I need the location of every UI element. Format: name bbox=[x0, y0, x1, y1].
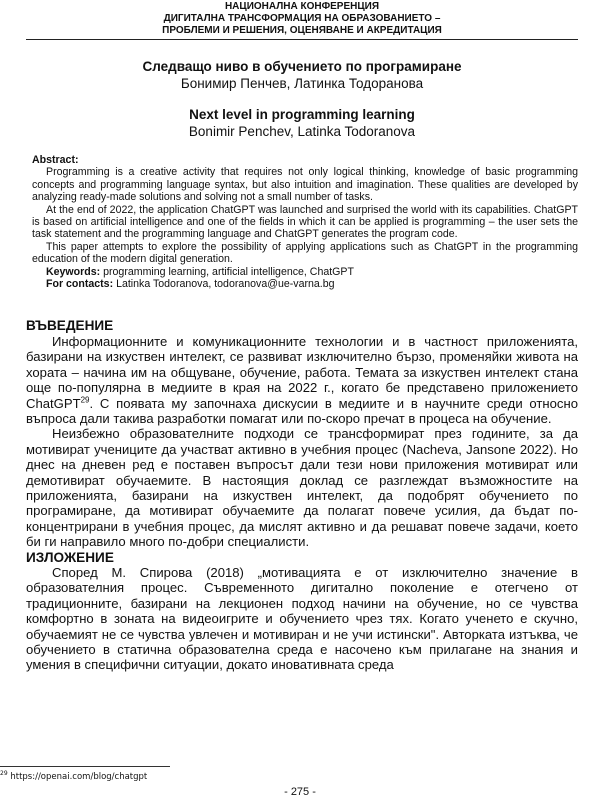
keywords-line bbox=[32, 266, 578, 278]
keywords-text: programming learning, artificial intelligence, ChatGPT bbox=[103, 265, 354, 278]
authors-en: Bonimir Penchev, Latinka Todoranova bbox=[188, 124, 416, 139]
authors-bg: Бонимир Пенчев, Латинка Тодоранова bbox=[180, 76, 424, 91]
title-block bbox=[26, 58, 578, 140]
footnote-divider bbox=[0, 766, 170, 767]
header-line-1: НАЦИОНАЛНА КОНФЕРЕНЦИЯ bbox=[224, 1, 380, 12]
conference-header bbox=[26, 0, 578, 37]
header-line-2: ДИГИТАЛНА ТРАНСФОРМАЦИЯ НА ОБРАЗОВАНИЕТО – bbox=[163, 13, 441, 24]
page-number: - 275 - bbox=[284, 786, 316, 798]
abstract-paragraph-3: This paper attempts to explore the possibility of applying applications such as ChatGPT in the programming education of the modern digital generation. bbox=[32, 240, 578, 266]
footnote-ref: 29 bbox=[80, 395, 90, 405]
abstract-heading: Abstract: bbox=[32, 154, 79, 166]
contacts-text: Latinka Todoranova, todoranova@ue-varna.bg bbox=[116, 278, 335, 291]
footnote-number: 29 bbox=[0, 770, 8, 777]
intro-paragraph-1-rest: . С появата му започнаха дискусии в медиите и в научните среди относно въпроса дали такива разработки помагат или по-скоро пречат в процеса на обучение. bbox=[26, 395, 578, 426]
section-heading-intro: ВЪВЕДЕНИЕ bbox=[26, 318, 114, 334]
intro-paragraph-2: Неизбежно образователните подходи се трансформират през годините, за да мотивират учениците да участват активно в учебния процес (Nacheva, Jansone 2022). Но днес на дневен ред е поставен въпросът дали тези нови приложения мотивират или демотивират обучаемите. В настоящия доклад се разглеждат възможностите на приложенията, базирани на изкуствен интелект, да подобрят обучението по програмиране, да мотивират обучаемите да полагат повече усилия, да бъдат по-концентрирани в учебния процес, да мислят активно и да решават повече задачи, което би ги направило много по-добри специалисти. bbox=[26, 426, 578, 550]
footnote bbox=[0, 770, 147, 782]
body-paragraph-1: Според М. Спирова (2018) „мотивацията е от изключително значение в образователния процес. Съвременното дигитално поколение е отегчено от традиционните, базирани на лекционен подход начини на обучение, но се чувства комфортно в зоната на видеоигрите и обучението чрез тях. Когато ученето е скучно, обучаемият не се чувства увлечен и мотивиран и не учи истински". Авторката изтъква, че обучението в статична образователна среда е насочено към прилагане на знания и умения в специфични ситуации, докато иновативната среда bbox=[26, 564, 578, 673]
footnote-link: https://openai.com/blog/chatgpt bbox=[10, 771, 148, 782]
abstract-block bbox=[26, 154, 578, 290]
contacts-line bbox=[32, 278, 578, 290]
header-line-3: ПРОБЛЕМИ И РЕШЕНИЯ, ОЦЕНЯВАНЕ И АКРЕДИТАЦИЯ bbox=[162, 25, 442, 36]
section-heading-body: ИЗЛОЖЕНИЕ bbox=[26, 549, 114, 565]
paper-title-bg: Следващо ниво в обучението по програмиране bbox=[142, 59, 462, 74]
body-text bbox=[26, 318, 578, 672]
intro-paragraph-1-text: Информационните и комуникационните технологии и в частност приложенията, базирани на изкуствен интелект, се развиват изключително бързо, променяйки живота на хората – начина им на общуване, обучение, работа. Темата за изкуствен интелект стана още по-популярна в медиите в края на 2022 г., когато бе представено приложението ChatGPT bbox=[26, 333, 578, 411]
paper-title-en: Next level in programming learning bbox=[189, 107, 415, 122]
contacts-label: For contacts: bbox=[46, 278, 114, 291]
abstract-paragraph-2: At the end of 2022, the application ChatGPT was launched and surprised the world with its capabilities. ChatGPT is based on artificial intelligence and one of the fields in which it can be applied is programming – the user sets the task statement and the programming language and ChatGPT generates the program code. bbox=[32, 203, 578, 241]
abstract-paragraph-1: Programming is a creative activity that requires not only logical thinking, knowledge of basic programming concepts and programming language syntax, but also intuition and imagination. These qualities are developed by analyzing ready-made solutions and solving not a small number of tasks. bbox=[32, 166, 578, 204]
keywords-label: Keywords: bbox=[46, 265, 101, 278]
intro-paragraph-1 bbox=[26, 334, 578, 426]
header-divider bbox=[26, 39, 578, 40]
